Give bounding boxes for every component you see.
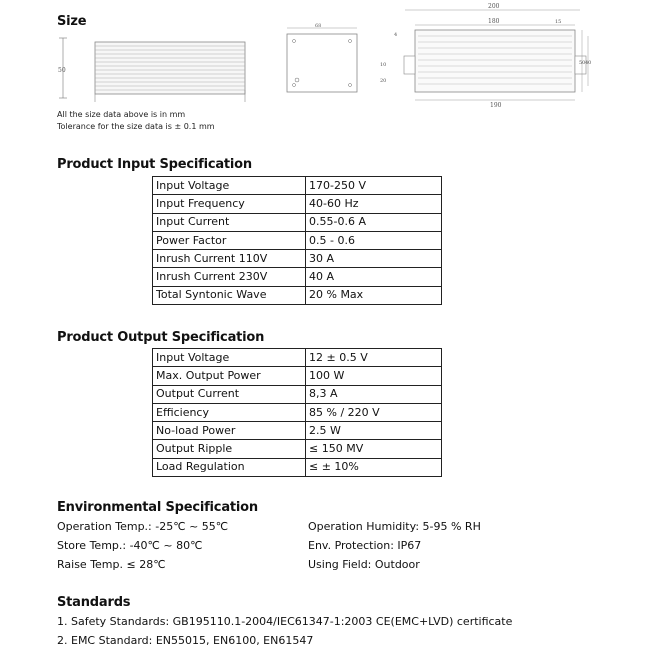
side-view-drawing	[55, 30, 265, 110]
spec-value: 0.55-0.6 A	[306, 213, 442, 231]
dim-10-label: 10	[380, 62, 387, 68]
spec-value: 40 A	[306, 268, 442, 286]
standard-emc: 2. EMC Standard: EN55015, EN6100, EN61547	[57, 634, 314, 647]
front-view-drawing	[380, 0, 595, 115]
spec-label: Load Regulation	[153, 458, 306, 476]
input-spec-heading: Product Input Specification	[57, 157, 252, 172]
spec-value: 2.5 W	[306, 422, 442, 440]
spec-label: Input Current	[153, 213, 306, 231]
table-row	[153, 385, 442, 403]
dim-15-label: 15	[555, 19, 562, 25]
spec-value: ≤ ± 10%	[306, 458, 442, 476]
dim-180-label: 180	[488, 18, 500, 25]
table-row	[153, 250, 442, 268]
spec-label: Output Ripple	[153, 440, 306, 458]
table-row	[153, 177, 442, 195]
spec-label: Max. Output Power	[153, 367, 306, 385]
env-raise-temp: Raise Temp. ≤ 28℃	[57, 558, 166, 571]
spec-label: No-load Power	[153, 422, 306, 440]
front-body	[415, 30, 575, 92]
spec-value: 0.5 - 0.6	[306, 231, 442, 249]
spec-label: Input Voltage	[153, 177, 306, 195]
side-height-label: 50	[58, 67, 66, 74]
dim-190-label: 190	[490, 102, 502, 109]
env-humidity: Operation Humidity: 5-95 % RH	[308, 520, 481, 533]
standards-heading: Standards	[57, 595, 131, 610]
top-body	[287, 34, 357, 92]
table-row	[153, 403, 442, 421]
top-width-label: 68	[315, 23, 322, 29]
top-view-drawing	[275, 20, 375, 100]
size-note-units: All the size data above is in mm	[57, 110, 186, 119]
table-row	[153, 268, 442, 286]
size-note-tolerance: Tolerance for the size data is ± 0.1 mm	[57, 122, 215, 131]
table-row	[153, 458, 442, 476]
dim-200-label: 200	[488, 3, 500, 10]
table-row	[153, 231, 442, 249]
output-spec-table	[152, 348, 442, 477]
env-using-field: Using Field: Outdoor	[308, 558, 420, 571]
dim-4-label: 4	[394, 32, 398, 38]
spec-label: Inrush Current 110V	[153, 250, 306, 268]
env-protection: Env. Protection: IP67	[308, 539, 422, 552]
spec-value: 30 A	[306, 250, 442, 268]
spec-label: Efficiency	[153, 403, 306, 421]
spec-value: 8,3 A	[306, 385, 442, 403]
dim-height-a-label: 50	[579, 60, 586, 66]
spec-value: 100 W	[306, 367, 442, 385]
table-row	[153, 422, 442, 440]
env-store-temp: Store Temp.: -40℃ ~ 80℃	[57, 539, 203, 552]
table-row	[153, 286, 442, 304]
input-spec-table	[152, 176, 442, 305]
table-row	[153, 440, 442, 458]
spec-value: 40-60 Hz	[306, 195, 442, 213]
environmental-heading: Environmental Specification	[57, 500, 258, 515]
spec-label: Output Current	[153, 385, 306, 403]
dim-20-label: 20	[380, 78, 387, 84]
table-row	[153, 349, 442, 367]
spec-label: Inrush Current 230V	[153, 268, 306, 286]
spec-value: 12 ± 0.5 V	[306, 349, 442, 367]
table-row	[153, 367, 442, 385]
spec-value: 170-250 V	[306, 177, 442, 195]
dim-height-b-label: 40	[585, 60, 592, 66]
spec-label: Input Frequency	[153, 195, 306, 213]
left-mount-tab	[404, 56, 415, 74]
output-spec-heading: Product Output Specification	[57, 330, 265, 345]
size-heading: Size	[57, 14, 87, 29]
table-row	[153, 213, 442, 231]
spec-value: 20 % Max	[306, 286, 442, 304]
table-row	[153, 195, 442, 213]
spec-label: Input Voltage	[153, 349, 306, 367]
spec-value: ≤ 150 MV	[306, 440, 442, 458]
env-operation-temp: Operation Temp.: -25℃ ~ 55℃	[57, 520, 229, 533]
standard-safety: 1. Safety Standards: GB195110.1-2004/IEC61347-1:2003 CE(EMC+LVD) certificate	[57, 615, 513, 628]
spec-label: Total Syntonic Wave	[153, 286, 306, 304]
spec-label: Power Factor	[153, 231, 306, 249]
spec-value: 85 % / 220 V	[306, 403, 442, 421]
